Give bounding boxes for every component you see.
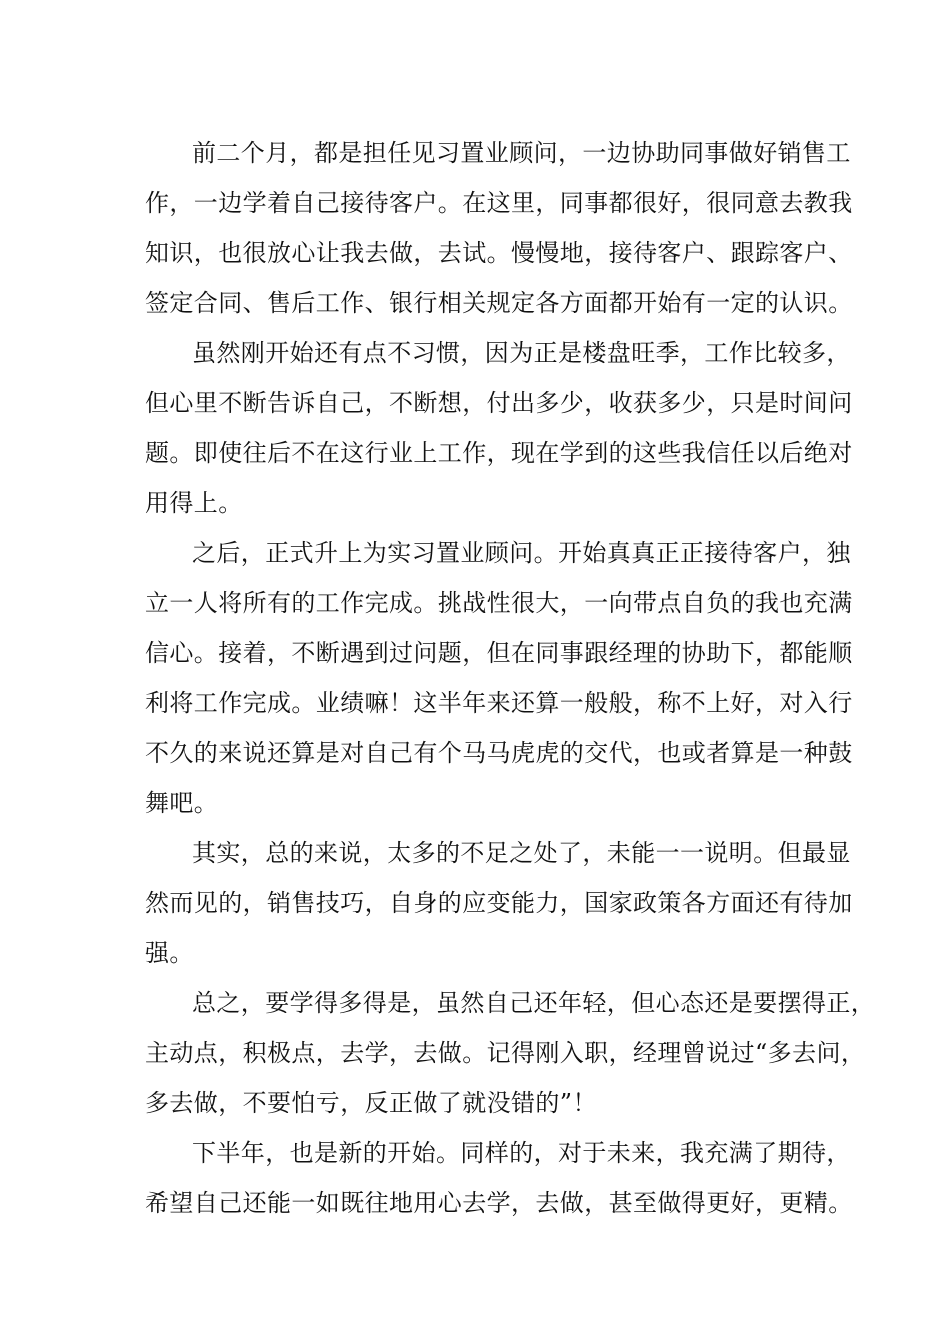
paragraph-line: 希望自己还能一如既往地用心去学，去做，甚至做得更好，更精。 <box>145 1189 853 1217</box>
paragraph-6 <box>145 1128 853 1228</box>
paragraph-line: 强。 <box>145 939 194 967</box>
paragraph-1 <box>145 128 853 328</box>
paragraph-line: 利将工作完成。业绩嘛！这半年来还算一般般，称不上好，对入行 <box>145 689 853 717</box>
paragraph-line: 题。即使往后不在这行业上工作，现在学到的这些我信任以后绝对 <box>145 439 853 467</box>
paragraph-line: 但心里不断告诉自己，不断想，付出多少，收获多少，只是时间问 <box>145 389 853 417</box>
paragraph-line: 主动点，积极点，去学，去做。记得刚入职，经理曾说过“多去问， <box>145 1039 866 1067</box>
paragraph-line: 舞吧。 <box>145 789 219 817</box>
paragraph-4 <box>145 828 853 978</box>
paragraph-line: 虽然刚开始还有点不习惯，因为正是楼盘旺季，工作比较多， <box>192 339 851 367</box>
paragraph-line: 作，一边学着自己接待客户。在这里，同事都很好，很同意去教我 <box>145 189 853 217</box>
document-body <box>145 128 876 1228</box>
paragraph-line: 然而见的，销售技巧，自身的应变能力，国家政策各方面还有待加 <box>145 889 853 917</box>
paragraph-line: 信心。接着，不断遇到过问题，但在同事跟经理的协助下，都能顺 <box>145 639 853 667</box>
paragraph-line: 前二个月，都是担任见习置业顾问，一边协助同事做好销售工 <box>192 139 851 167</box>
paragraph-line: 用得上。 <box>145 489 243 517</box>
paragraph-line: 其实，总的来说，太多的不足之处了，未能一一说明。但最显 <box>192 839 851 867</box>
paragraph-3 <box>145 528 853 828</box>
paragraph-line: 知识，也很放心让我去做，去试。慢慢地，接待客户、跟踪客户、 <box>145 239 853 267</box>
paragraph-5 <box>145 978 876 1128</box>
paragraph-line: 之后，正式升上为实习置业顾问。开始真真正正接待客户，独 <box>192 539 851 567</box>
paragraph-line: 下半年，也是新的开始。同样的，对于未来，我充满了期待， <box>192 1139 851 1167</box>
paragraph-line: 不久的来说还算是对自己有个马马虎虎的交代，也或者算是一种鼓 <box>145 739 853 767</box>
paragraph-line: 总之，要学得多得是，虽然自己还年轻，但心态还是要摆得正， <box>192 989 876 1017</box>
paragraph-2 <box>145 328 853 528</box>
paragraph-line: 立一人将所有的工作完成。挑战性很大，一向带点自负的我也充满 <box>145 589 853 617</box>
paragraph-line: 多去做，不要怕亏，反正做了就没错的”！ <box>145 1089 597 1117</box>
paragraph-line: 签定合同、售后工作、银行相关规定各方面都开始有一定的认识。 <box>145 289 853 317</box>
